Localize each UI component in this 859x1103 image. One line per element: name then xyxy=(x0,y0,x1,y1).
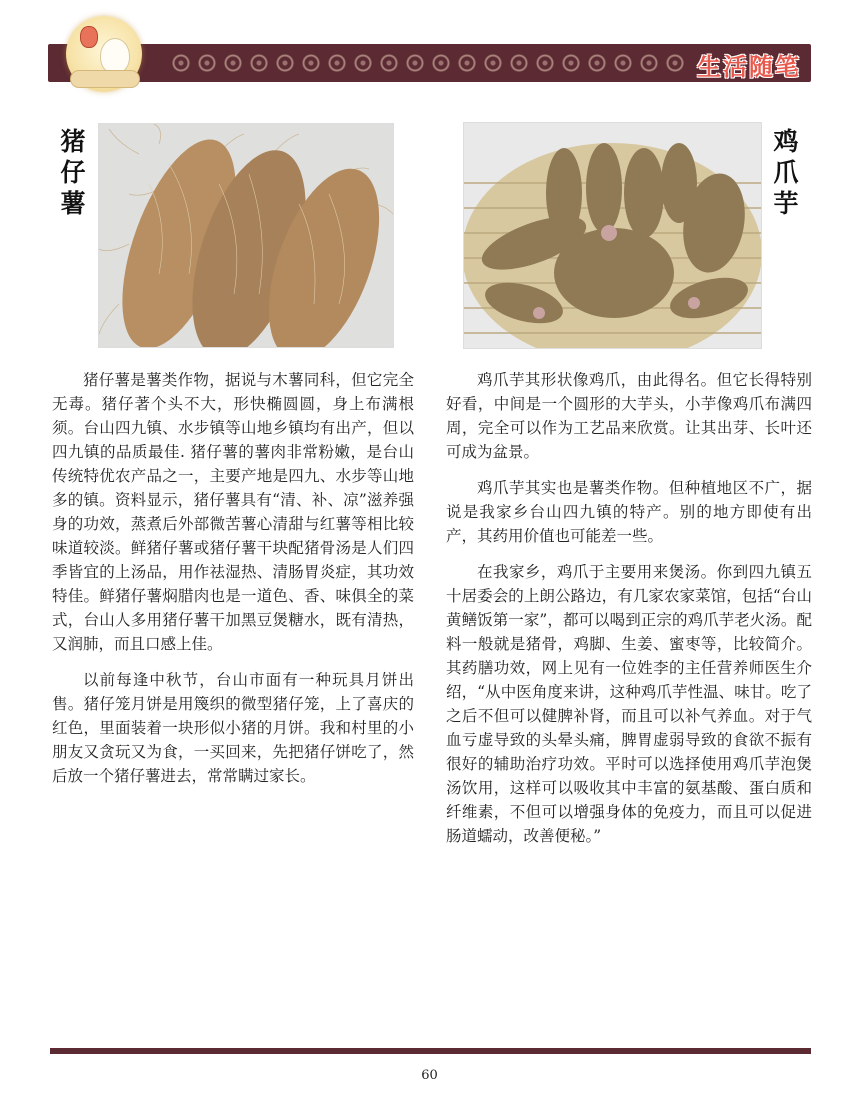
pig-yam-photo xyxy=(98,123,394,348)
right-vertical-title xyxy=(771,126,801,219)
header-ornament-pattern xyxy=(168,50,688,76)
cloud-icon xyxy=(70,70,140,88)
left-vertical-title xyxy=(58,126,88,219)
page-number: 60 xyxy=(421,1068,438,1083)
paragraph: 猪仔薯是薯类作物，据说与木薯同科，但它完全无毒。猪仔著个头不大，形快椭圆圆，身上布满根须。台山四九镇、水步镇等山地乡镇均有出产，但以四九镇的品质最佳. 猪仔薯的薯肉非常粉嫩，是台山传统特优农产品之一，主要产地是四九、水步等山地多的镇。资料显示，猪仔薯具有“清、补、凉”滋养强身的功效，蒸煮后外部微苦薯心清甜与红薯等相比较味道较淡。鲜猪仔薯或猪仔薯干块配猪骨汤是人们四季皆宜的上汤品，用作祛湿热、清肠胃炎症，其功效特佳。鲜猪仔薯焖腊肉也是一道色、香、味俱全的菜式，台山人多用猪仔薯干加黑豆煲糖水，既有清热，又润肺，而且口感上佳。 xyxy=(52,371,414,653)
section-header-band xyxy=(48,44,811,82)
title-char: 薯 xyxy=(60,189,86,218)
title-char: 猪 xyxy=(60,127,86,156)
paragraph: 鸡爪芋其实也是薯类作物。但种植地区不广，据说是我家乡台山四九镇的特产。别的地方即使有出产，其药用价值也可能差一些。 xyxy=(446,479,812,545)
right-article-column xyxy=(446,368,812,860)
paragraph: 在我家乡，鸡爪于主要用来煲汤。你到四九镇五十居委会的上朗公路边，有几家农家菜馆，包括“台山黄鳝饭第一家”，都可以喝到正宗的鸡爪芋老火汤。配料一般就是猪骨，鸡脚、生姜、蜜枣等，比较简介。其药膳功效，网上见有一位姓李的主任营养师医生介绍，“从中医角度来讲，这种鸡爪芋性温、味甘。吃了之后不但可以健脾补肾，而且可以补气养血。对于气血亏虚导致的头晕头痛，脾胃虚弱导致的食欲不振有很好的辅助治疗功效。平时可以选择使用鸡爪芋泡煲汤饮用，这样可以吸收其中丰富的氨基酸、蛋白质和纤维素，不但可以增强身体的免疫力，而且可以促进肠道蠕动，改善便秘。” xyxy=(446,563,812,845)
title-char: 鸡 xyxy=(773,127,799,156)
paragraph: 鸡爪芋其形状像鸡爪，由此得名。但它长得特别好看，中间是一个圆形的大芋头，小芋像鸡爪布满四周，完全可以作为工艺品来欣赏。让其出芽、长叶还可成为盆景。 xyxy=(446,371,812,461)
mid-autumn-moon-logo-icon xyxy=(66,16,142,92)
title-char: 仔 xyxy=(60,158,86,187)
chicken-claw-taro-photo xyxy=(463,122,762,349)
left-article-column xyxy=(52,368,414,800)
title-char: 芋 xyxy=(773,189,799,218)
lantern-icon xyxy=(80,26,98,48)
rabbit-icon xyxy=(100,38,130,74)
section-title: 生活随笔 xyxy=(697,52,801,81)
title-char: 爪 xyxy=(773,158,799,187)
paragraph: 以前每逢中秋节，台山市面有一种玩具月饼出售。猪仔笼月饼是用篾织的微型猪仔笼，上了喜庆的红色，里面装着一块形似小猪的月饼。我和村里的小朋友又贪玩又为食，一买回来，先把猪仔饼吃了，然后放一个猪仔薯进去，常常瞒过家长。 xyxy=(52,671,414,785)
footer-rule xyxy=(50,1048,811,1054)
